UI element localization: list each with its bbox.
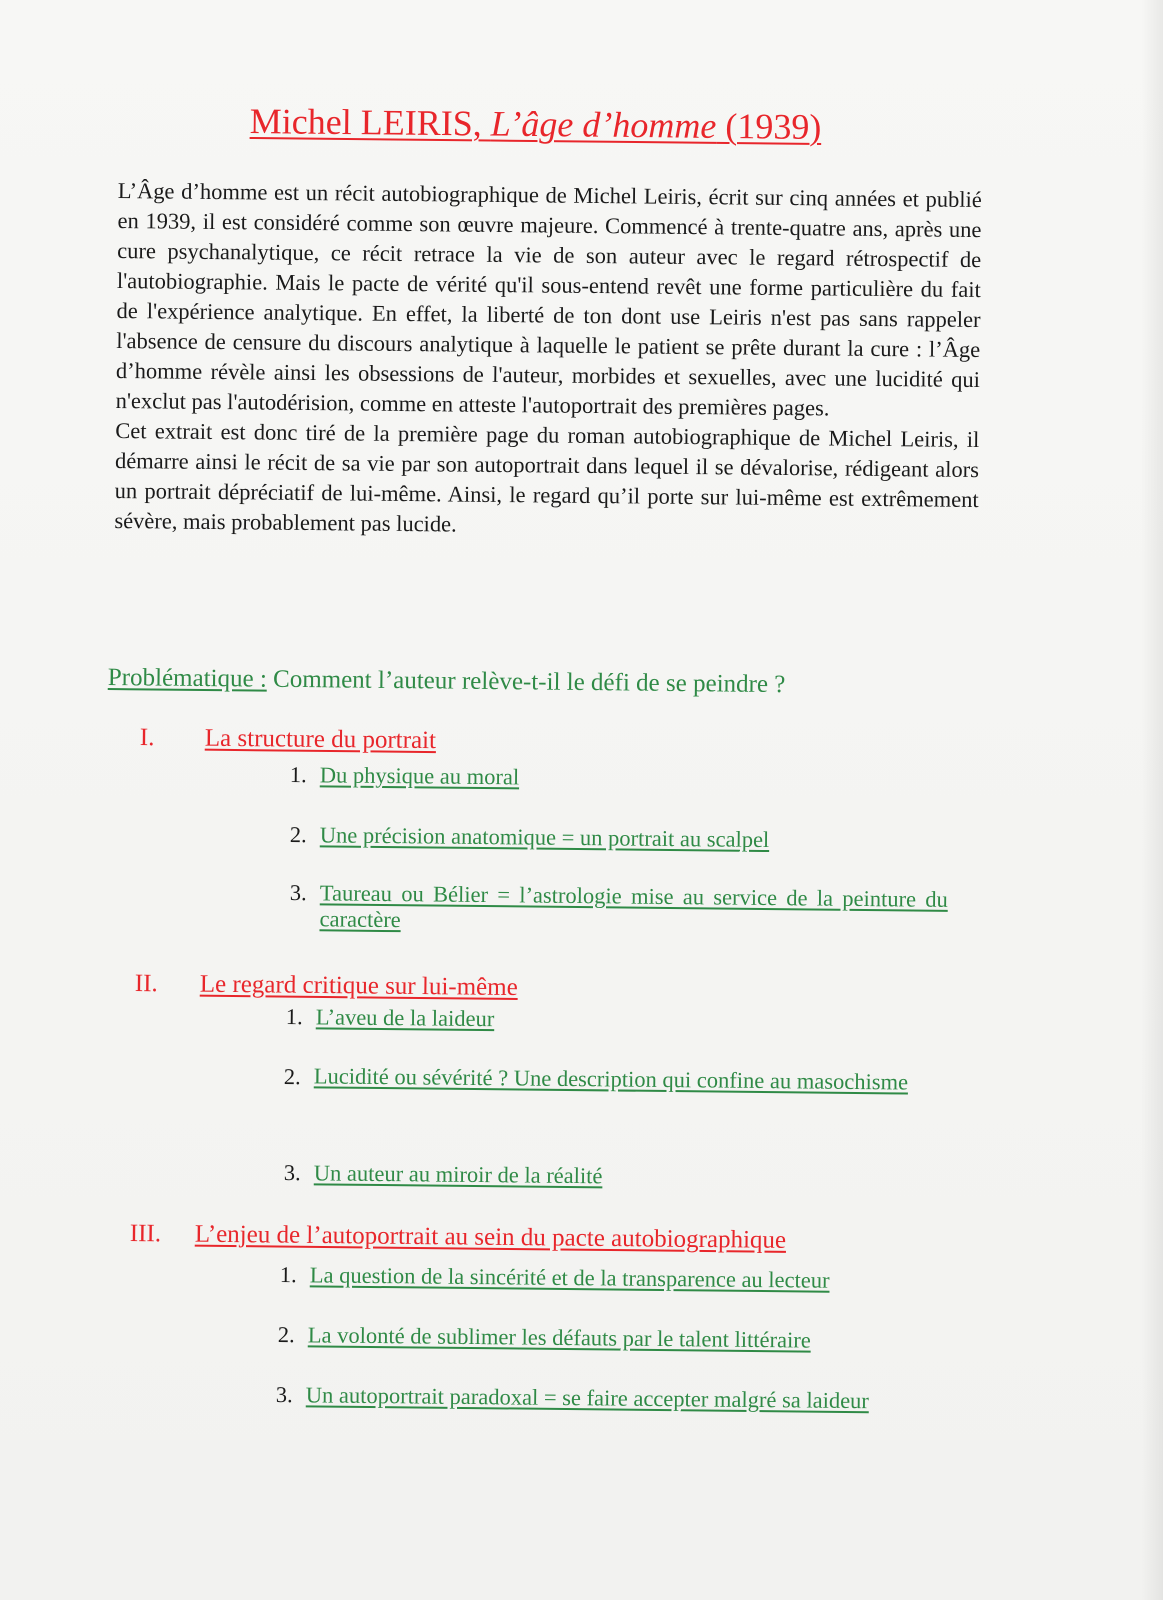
problematique-question: Comment l’auteur relève-t-il le défi de se peindre ? (266, 665, 786, 699)
item-text: La question de la sincérité et de la transparence au lecteur (309, 1262, 830, 1293)
item-text: Une précision anatomique = un portrait au scalpel (319, 822, 770, 853)
section-3-item-3 (275, 1382, 946, 1449)
item-number: 2. (283, 1064, 301, 1090)
item-number: 1. (289, 762, 307, 788)
item-number: 3. (283, 1160, 301, 1186)
item-text: Un autoportrait paradoxal = se faire accepter malgré sa laideur (305, 1382, 870, 1414)
item-text: L’aveu de la laideur (315, 1004, 495, 1032)
section-3-item-1 (280, 1262, 930, 1299)
section-1-item-1 (290, 762, 590, 795)
section-1-numeral: I. (139, 724, 155, 752)
item-text: Un auteur au miroir de la réalité (313, 1160, 603, 1189)
section-1-title: La structure du portrait (204, 724, 437, 755)
section-1-item-3 (289, 880, 950, 947)
title-year: (1939) (716, 105, 822, 147)
intro-paragraph-2: Cet extrait est donc tiré de la première page du roman autobiographique de Michel Leiris, il démarre ainsi le récit de sa vie par son autoportrait dans lequel il se dévalorise, rédigeant alors un portrait dépréciatif de lui-même. Ainsi, le regard qu’il porte sur lui-même est extrêmement sévère, mais probablement pas lucide. (114, 417, 980, 537)
title-work: L’âge d’homme (490, 103, 717, 146)
item-number: 3. (275, 1382, 293, 1408)
title-author: Michel LEIRIS, (249, 100, 491, 144)
item-text: Du physique au moral (319, 762, 520, 790)
item-number: 3. (289, 880, 307, 906)
section-1-heading (140, 724, 436, 755)
problematique-label: Problématique : (107, 664, 267, 693)
item-text: Taureau ou Bélier = l’astrologie mise au service de la peinture du caractère (319, 880, 948, 933)
section-1-item-2 (290, 822, 890, 858)
section-2-item-3 (284, 1160, 704, 1194)
section-2-numeral: II. (134, 970, 158, 998)
section-2-heading (135, 970, 518, 1002)
section-3-item-2 (278, 1322, 928, 1359)
section-2-title: Le regard critique sur lui-même (199, 970, 518, 1002)
section-3-heading (130, 1220, 787, 1255)
item-text: La volonté de sublimer les défauts par le talent littéraire (307, 1322, 811, 1353)
item-number: 1. (279, 1262, 297, 1288)
item-number: 2. (289, 822, 307, 848)
section-3-title: L’enjeu de l’autoportrait au sein du pacte autobiographique (194, 1220, 787, 1254)
section-3-numeral: III. (129, 1220, 162, 1248)
page-edge-shadow (1141, 0, 1163, 1600)
item-text: Lucidité ou sévérité ? Une description qui confine au masochisme (313, 1063, 909, 1095)
intro-paragraph-1: L’Âge d’homme est un récit autobiographique de Michel Leiris, écrit sur cinq années et publié en 1939, il est considéré comme son œuvre majeure. Commencé à trente-quatre ans, après une cure psychanalytique, ce récit retrace la vie de son auteur avec le regard rétrospectif de l'autobiographie. Mais le pacte de vérité qu'il sous-entend revêt une forme particulière du fait de l'expérience analytique. En effet, la liberté de ton dont use Leiris n'est pas sans rappeler l'absence de censure du discours analytique à laquelle le patient se prête durant la cure : l’Âge d’homme révèle ainsi les obsessions de l'auteur, morbides et sexuelles, avec une lucidité qui n'exclut pas l'autodérision, comme en atteste l'autoportrait des premières pages. (115, 177, 982, 421)
section-2-item-1 (286, 1004, 586, 1037)
section-2-item-2 (283, 1064, 954, 1127)
item-number: 2. (277, 1322, 295, 1348)
item-number: 1. (285, 1004, 303, 1030)
